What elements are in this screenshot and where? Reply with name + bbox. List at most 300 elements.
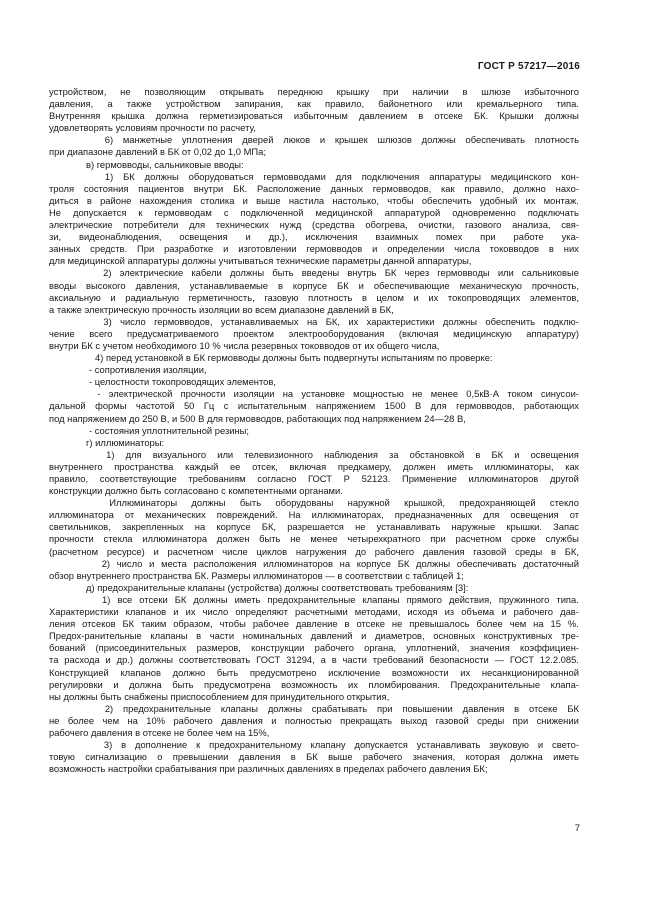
word: БК <box>337 279 349 291</box>
word: испытаниям <box>381 352 437 364</box>
word: возможность <box>281 678 338 690</box>
word: для <box>251 690 270 702</box>
text-line <box>49 509 579 521</box>
word: сальниковые <box>154 158 214 170</box>
word: зи, <box>49 231 62 243</box>
word: медицинскую <box>453 327 512 339</box>
text-line <box>49 340 579 352</box>
word: целом <box>376 291 404 303</box>
word: элементов, <box>529 291 579 303</box>
word: освещения <box>179 231 228 243</box>
word: и <box>413 291 419 303</box>
word: БК <box>81 339 96 351</box>
word: как <box>440 182 455 194</box>
word: требованиям <box>395 581 456 593</box>
word: число <box>202 606 229 618</box>
word: БК <box>384 267 397 279</box>
indent <box>49 739 95 751</box>
word: внутрь <box>347 267 377 279</box>
word: чение <box>49 327 75 339</box>
word: предохранительные <box>123 702 212 714</box>
word: БК. <box>194 569 212 581</box>
word: 1,0 <box>227 146 244 158</box>
word: диапазоне <box>278 303 328 315</box>
word: клапаны <box>150 630 188 642</box>
word: при <box>49 146 68 158</box>
word: предусмотрено <box>249 666 317 678</box>
text-line <box>49 86 579 98</box>
word: повреждений. <box>216 509 278 521</box>
word: БК, <box>261 521 277 533</box>
text-line <box>49 207 579 219</box>
word: гермовводов, <box>372 182 432 194</box>
word: отсеков <box>82 618 116 630</box>
word: люков <box>283 134 311 146</box>
word: требованиям <box>188 473 246 484</box>
word: давления <box>422 545 465 557</box>
word: 1500 <box>384 400 406 412</box>
word: 1) <box>104 170 114 182</box>
word: крышкой, <box>404 497 445 509</box>
word: в <box>86 194 92 206</box>
word: до <box>214 146 228 158</box>
word: %. <box>567 618 579 630</box>
text-line <box>49 485 579 497</box>
word: (расчетном <box>49 545 99 557</box>
word: не <box>173 726 187 738</box>
word: через <box>404 267 430 279</box>
word: гермовводы, <box>96 158 155 170</box>
word: их <box>460 666 471 678</box>
text-line <box>49 558 579 570</box>
word: или <box>497 267 514 279</box>
word: срабатывать <box>311 702 368 714</box>
word: оборудованы <box>275 497 334 509</box>
word: анализа, <box>512 219 551 231</box>
word: обстановкой <box>409 448 465 460</box>
word: чтобы <box>219 618 246 630</box>
word: и <box>271 714 277 726</box>
word: крышек <box>334 134 368 146</box>
text-line <box>49 763 579 775</box>
text-line <box>49 388 579 400</box>
word: чем <box>509 618 527 630</box>
word: в <box>361 291 367 303</box>
word: каждый <box>185 460 219 472</box>
word: механических <box>145 509 206 521</box>
word: БК <box>306 751 318 763</box>
word: должно <box>513 182 546 194</box>
word: расчетном <box>455 533 502 545</box>
word: 12.2.085. <box>539 654 579 666</box>
word: числе <box>222 545 248 557</box>
word: число <box>116 557 143 569</box>
word: ГОСТ <box>307 473 332 484</box>
word: должны <box>267 702 302 714</box>
word: снижении <box>536 714 579 726</box>
word: методами, <box>354 606 401 618</box>
word: конструкции <box>251 642 305 654</box>
word: обзор <box>49 569 77 581</box>
word: открытия, <box>346 690 390 702</box>
word: БК, <box>564 545 579 557</box>
word: наружной <box>347 497 390 509</box>
word: БК <box>174 593 187 605</box>
word: В <box>198 412 207 424</box>
word: БК <box>122 618 135 630</box>
word: Внутренняя <box>49 110 101 122</box>
word: них <box>563 243 579 255</box>
page-number: 7 <box>574 823 580 834</box>
word: устанавливать <box>416 739 481 751</box>
word: клапаны <box>220 702 258 714</box>
word: при <box>480 231 496 243</box>
word: таблицей <box>412 569 456 581</box>
word: газового <box>465 219 502 231</box>
word: 10 <box>199 339 213 351</box>
word: освещения <box>530 448 579 460</box>
word: д) <box>86 581 98 593</box>
word: быть <box>299 352 324 364</box>
word: внутреннего <box>76 569 133 581</box>
word: циклов <box>256 545 288 557</box>
word: проверке: <box>449 352 493 364</box>
word: технические <box>275 255 333 267</box>
word: в <box>185 352 194 364</box>
word: прекращать <box>340 714 393 726</box>
word: под <box>344 412 363 424</box>
word: потребители <box>123 219 179 231</box>
text-line <box>49 497 579 509</box>
word: на <box>194 521 206 533</box>
word: настройки <box>107 763 155 775</box>
text-line <box>49 691 579 703</box>
word: сигнализацию <box>85 751 147 763</box>
word: Характеристики <box>49 606 119 618</box>
word: пружинного <box>498 593 550 605</box>
word: на <box>127 714 138 726</box>
word: 2) <box>104 702 114 714</box>
word: корпусе <box>356 557 391 569</box>
word: одновременно <box>452 206 516 218</box>
word: устанавливать <box>376 521 441 533</box>
word: закрепленных <box>121 521 184 533</box>
word: и <box>358 279 364 291</box>
word: освещения <box>510 509 559 521</box>
word: обеспечивать <box>465 134 526 146</box>
word: изоляции <box>199 303 243 315</box>
word: их <box>348 678 358 690</box>
indent <box>49 558 95 570</box>
word: за <box>389 448 399 460</box>
text-line <box>49 703 579 715</box>
word: в <box>548 243 554 255</box>
word: или <box>217 448 234 460</box>
word: 3) <box>103 739 113 751</box>
word: БК <box>167 146 182 158</box>
word: аппаратуры, <box>417 255 472 267</box>
word: на <box>234 726 248 738</box>
word: та <box>49 654 59 666</box>
word: быть <box>216 666 239 678</box>
indent <box>49 497 95 509</box>
word: должны <box>284 581 322 593</box>
word: должны <box>193 593 228 605</box>
word: (включая <box>398 327 439 339</box>
word: иметь <box>447 460 473 472</box>
word: При <box>137 243 155 255</box>
text-line <box>49 134 579 146</box>
word: их <box>525 194 536 206</box>
word: и <box>110 291 116 303</box>
text-line <box>49 267 579 279</box>
word: не <box>391 618 403 630</box>
text-line <box>49 110 579 122</box>
word: рабочего <box>49 726 91 738</box>
text-line <box>49 739 579 751</box>
word: напряжением <box>362 412 425 424</box>
indent <box>49 582 86 594</box>
word: более <box>67 714 95 726</box>
word: - <box>89 364 95 376</box>
word: манжетные <box>122 134 173 146</box>
word: изоляции, <box>163 364 207 376</box>
word: дополнение <box>135 739 188 751</box>
word: в <box>277 279 283 291</box>
word: кремальерного <box>476 98 543 110</box>
word: внутри <box>49 339 82 351</box>
text-line <box>49 280 579 292</box>
word: для <box>125 448 142 460</box>
word: прямого <box>406 593 442 605</box>
text-line <box>49 243 579 255</box>
text-line <box>49 304 579 316</box>
indent <box>49 703 95 715</box>
word: стекло <box>549 497 579 509</box>
word: давлений <box>115 146 161 158</box>
word: возможности <box>391 666 449 678</box>
word: в <box>344 618 350 630</box>
word: ГОСТ <box>509 654 534 666</box>
word: места <box>161 557 187 569</box>
word: обеспечивающие <box>373 279 450 291</box>
word: нужд <box>279 219 302 231</box>
word: и <box>113 678 119 690</box>
word: 52123. <box>361 473 391 484</box>
text-line <box>49 473 579 485</box>
text-line <box>49 667 579 679</box>
word: достаточный <box>523 557 579 569</box>
word: 15%, <box>247 726 270 738</box>
word: сроке <box>511 533 536 545</box>
word: органами. <box>299 485 343 497</box>
word: выше <box>256 194 281 206</box>
word: настила <box>288 194 325 206</box>
word: целостности <box>94 376 152 388</box>
word: их <box>364 339 377 351</box>
word: гермовводы <box>437 267 490 279</box>
word: к <box>196 739 201 751</box>
word: предохранительному <box>209 739 302 751</box>
word: также <box>126 98 152 110</box>
word: части <box>342 654 367 666</box>
word: давления <box>238 751 281 763</box>
word: ее <box>229 460 241 472</box>
word: очистки, <box>418 219 455 231</box>
word: клапанов <box>120 666 161 678</box>
word: расчетном <box>167 545 214 557</box>
word: и <box>361 630 367 642</box>
word: и <box>245 231 251 243</box>
word: рабочего <box>374 545 415 557</box>
word: и <box>501 606 507 618</box>
word: основных <box>433 630 476 642</box>
word: должны <box>181 255 219 267</box>
word: шлюзе <box>481 86 511 97</box>
text-line <box>49 413 579 425</box>
text-line <box>49 231 579 243</box>
word: должны <box>421 134 456 146</box>
word: и <box>372 243 378 255</box>
word: герметизироваться <box>199 110 283 122</box>
word: диться <box>49 194 79 206</box>
word: должен <box>216 533 250 545</box>
word: товую <box>49 751 75 763</box>
word: наличии <box>412 86 449 97</box>
word: в <box>135 726 143 738</box>
word: испытательным <box>237 400 307 412</box>
word: уплотнений, <box>406 642 460 654</box>
word: о <box>157 751 163 763</box>
word: для <box>49 255 68 267</box>
word: кабели <box>191 267 222 279</box>
word: образом, <box>173 618 213 630</box>
word: проектом <box>233 327 274 339</box>
word: число <box>120 315 146 327</box>
word: и <box>242 194 248 206</box>
text-line <box>49 582 579 594</box>
text-line <box>49 546 579 558</box>
word: отсеки <box>139 593 168 605</box>
word: позволяющим <box>144 86 206 97</box>
word: ресурсе) <box>106 545 145 557</box>
word: рабочего <box>387 763 430 775</box>
word: Конструкцией <box>49 666 109 678</box>
word: гермовводов, <box>154 315 213 327</box>
word: коэффициен- <box>520 642 579 654</box>
word: определяют <box>235 606 288 618</box>
text-line <box>49 183 579 195</box>
word: 24—28 <box>424 412 457 424</box>
word: на <box>339 557 351 569</box>
word: конструктивных <box>483 630 553 642</box>
word: пломбирования. <box>368 678 440 690</box>
word: срабатывания <box>154 763 220 775</box>
indent <box>49 449 95 461</box>
word: данных <box>330 182 364 194</box>
word: с <box>405 569 413 581</box>
word: прочность, <box>531 279 579 291</box>
text-line <box>49 654 579 666</box>
word: должна <box>510 751 543 763</box>
word: видеонаблюдения, <box>78 231 162 243</box>
word: плотность <box>534 134 579 146</box>
word: другой <box>549 473 579 484</box>
word: газовой <box>435 714 469 726</box>
word: службы <box>545 533 579 545</box>
word: допускается <box>354 739 408 751</box>
word: — <box>494 654 505 666</box>
word: Гц <box>203 400 215 412</box>
word: все <box>117 593 133 605</box>
word: Расположение <box>257 182 321 194</box>
word: отсеке <box>356 618 385 630</box>
word: должен <box>402 460 436 472</box>
word: в <box>475 448 481 460</box>
word: устанавливаемых <box>220 315 299 327</box>
word: числа <box>454 243 480 255</box>
word: установкой <box>134 352 186 364</box>
word: менее <box>430 388 459 400</box>
word: должны <box>544 110 579 122</box>
word: должно <box>172 666 206 678</box>
word: токопроводящих <box>151 376 227 388</box>
word: в <box>335 763 344 775</box>
word: для <box>483 509 500 521</box>
word: из <box>444 606 455 618</box>
word: в <box>121 739 127 751</box>
word: органа, <box>364 642 397 654</box>
word: БК. <box>233 182 248 194</box>
word: давлений <box>310 630 353 642</box>
word: 31294, <box>286 654 315 666</box>
text-line <box>49 159 579 171</box>
word: отсеке <box>434 110 463 122</box>
word: аппаратурой <box>384 206 441 218</box>
word: кон- <box>561 170 579 182</box>
text-line <box>49 437 579 449</box>
word: и <box>149 557 155 569</box>
word: не <box>120 86 131 97</box>
word: при <box>382 86 399 97</box>
word: 1) <box>106 448 115 460</box>
text-line <box>49 364 579 376</box>
word: аппаратуру) <box>526 327 579 339</box>
word: быть <box>100 690 125 702</box>
word: более <box>476 618 503 630</box>
word: действия, <box>449 593 492 605</box>
word: тре- <box>561 630 579 642</box>
word: 15 <box>550 618 561 630</box>
word: пространства <box>114 460 174 472</box>
word: иллюминаторов <box>468 473 539 484</box>
word: перед <box>105 352 135 364</box>
word: для <box>206 412 226 424</box>
word: и <box>537 739 544 751</box>
word: нахо- <box>555 182 579 194</box>
text-line <box>49 642 579 654</box>
word: в <box>331 654 337 666</box>
word: должна <box>155 110 189 122</box>
word: мощностью <box>353 388 404 400</box>
word: 250 <box>142 412 161 424</box>
word: расположения <box>193 557 257 569</box>
word: к <box>138 206 143 218</box>
word: БК, <box>325 315 340 327</box>
word: отсеке <box>142 726 174 738</box>
word: столика <box>200 194 235 206</box>
word: В <box>414 400 422 412</box>
